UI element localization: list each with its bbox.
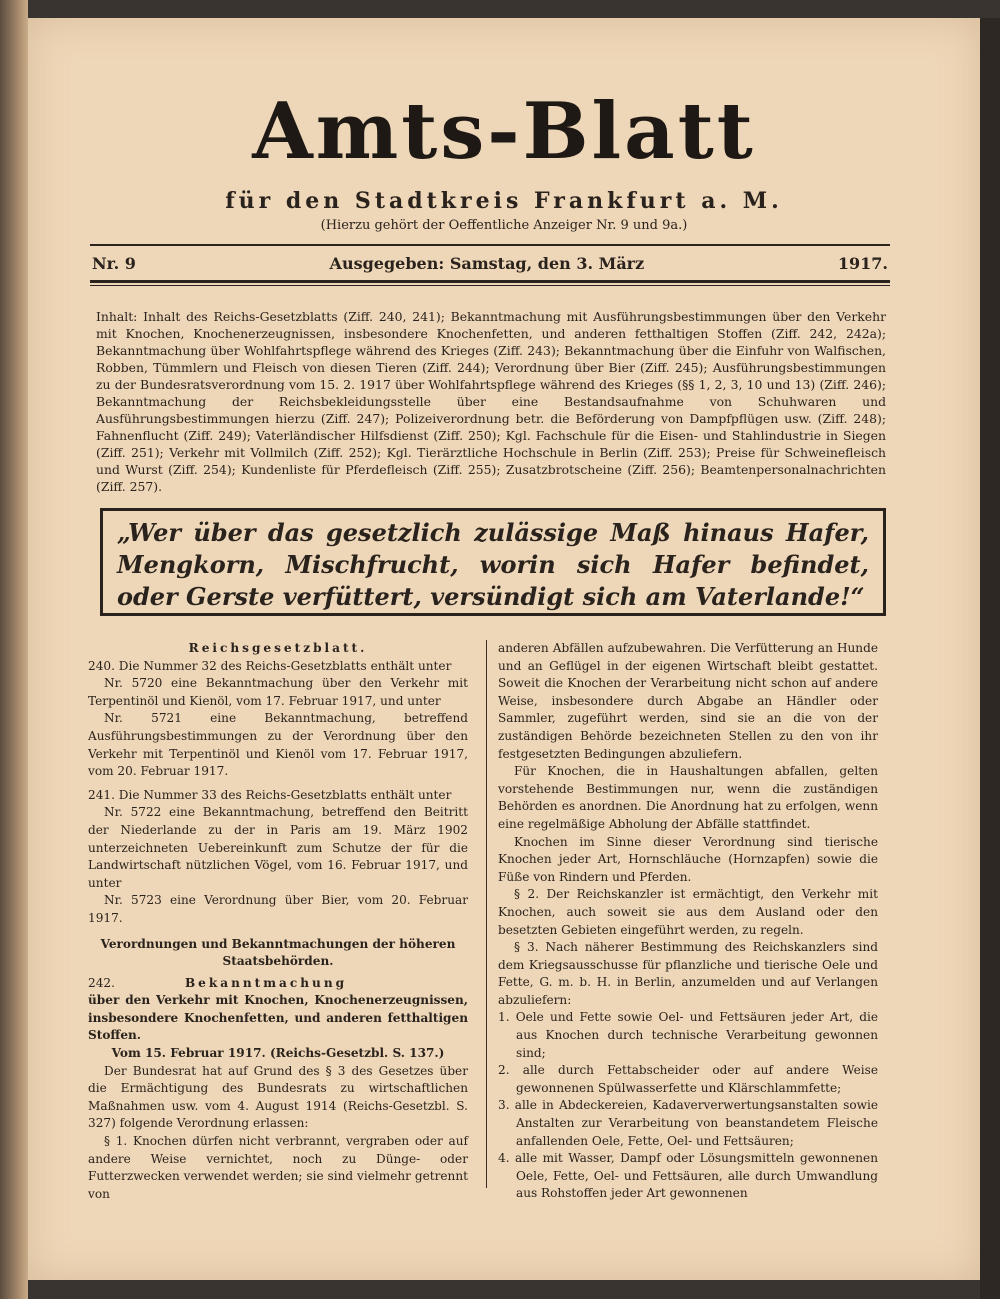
paragraph: über den Verkehr mit Knochen, Knochenerzeugnissen, insbesondere Knochenfetten, und anderen fetthaltigen Stoffen. bbox=[88, 993, 468, 1043]
section-heading-reichsgesetzblatt: Reichsgesetzblatt. bbox=[188, 641, 368, 655]
list-item: 1. Oele und Fette sowie Oel- und Fettsäuren jeder Art, die aus Knochen durch technische Verarbeitung gewonnen sind; bbox=[498, 1010, 878, 1060]
paragraph: § 2. Der Reichskanzler ist ermächtigt, den Verkehr mit Knochen, auch soweit sie aus dem Ausland oder den besetzten Gebieten eingeführt werden, zu regeln. bbox=[498, 887, 878, 937]
issue-year: 1917. bbox=[837, 254, 888, 273]
list-item: 3. alle in Abdeckereien, Kadaververwertungsanstalten sowie Anstalten zur Verarbeitung von beanstandetem Fleische anfallenden Oele, Fette, Oel- und Fettsäuren; bbox=[498, 1098, 878, 1148]
paragraph: Nr. 5722 eine Bekanntmachung, betreffend den Beitritt der Niederlande zu der in Paris am 19. März 1902 unterzeichneten Uebereinkunft zum Schutze der für die Landwirtschaft nützlichen Vögel, vom 16. Februar 1917, und unter bbox=[88, 805, 468, 890]
paragraph-number: 242. bbox=[88, 975, 115, 990]
column-divider bbox=[486, 640, 487, 1188]
page-edge bbox=[980, 18, 1000, 1299]
masthead-title: Amts-Blatt bbox=[252, 86, 756, 177]
paragraph: Nr. 5723 eine Verordnung über Bier, vom 20. Februar 1917. bbox=[88, 893, 468, 925]
issue-line bbox=[92, 254, 888, 273]
issue-rule-thick bbox=[90, 280, 890, 283]
patriotic-notice-text: „Wer über das gesetzlich zulässige Maß hinaus Hafer, Mengkorn, Mischfrucht, worin sich Hafer befindet, oder Gerste verfüttert, versündigt sich am Vaterlande!“ bbox=[117, 518, 869, 611]
paragraph: Für Knochen, die in Haushaltungen abfallen, gelten vorstehende Bestimmungen nur, wenn die zuständigen Behörden es anordnen. Die Anordnung hat zu erfolgen, wenn eine regelmäßige Abholung der Abfälle stattfindet. bbox=[498, 764, 878, 831]
paragraph: Nr. 5720 eine Bekanntmachung über den Verkehr mit Terpentinöl und Kienöl, vom 17. Februar 1917, und unter bbox=[88, 676, 468, 708]
top-rule bbox=[90, 244, 890, 246]
list-item: 4. alle mit Wasser, Dampf oder Lösungsmitteln gewonnenen Oele, Fette, Oel- und Fettsäuren, alle durch Umwandlung aus Rohstoffen jeder Art gewonnenen bbox=[498, 1151, 878, 1201]
paragraph: anderen Abfällen aufzubewahren. Die Verfütterung an Hunde und an Geflügel in der eigenen Wirtschaft bleibt gestattet. Soweit die Knochen der Verarbeitung nicht schon auf andere Weise, insbesondere durch Abgabe an Händler oder Sammler, zugeführt werden, sind sie an die von der zuständigen Behörde bezeichneten Stellen zu den von ihr festgesetzten Bedingungen abzuliefern. bbox=[498, 641, 878, 761]
newspaper-page bbox=[28, 18, 980, 1280]
list-item: 2. alle durch Fettabscheider oder auf andere Weise gewonnenen Spülwasserfette und Klärschlammfette; bbox=[498, 1063, 878, 1095]
table-of-contents: Inhalt: Inhalt des Reichs-Gesetzblatts (Ziff. 240, 241); Bekanntmachung mit Ausführungsbestimmungen über den Verkehr mit Knochen, Knochenerzeugnissen, insbesondere Knochenfetten, und anderen fetthaltigen Stoffen (Ziff. 242, 242a); Bekanntmachung über Wohlfahrtspflege während des Krieges (Ziff. 243); Bekanntmachung über die Einfuhr von Walfischen, Robben, Tümmlern und Fleisch von diesen Tieren (Ziff. 244); Verordnung über Bier (Ziff. 245); Ausführungsbestimmungen zu der Bundesratsverordnung vom 15. 2. 1917 über Wohlfahrtspflege während des Krieges (§§ 1, 2, 3, 10 und 13) (Ziff. 246); Bekanntmachung der Reichsbekleidungsstelle über eine Bestandsaufnahme von Schuhwaren und Ausführungsbestimmungen hierzu (Ziff. 247); Polizeiverordnung betr. die Beförderung von Dampfpflügen usw. (Ziff. 248); Fahnenflucht (Ziff. 249); Vaterländischer Hilfsdienst (Ziff. 250); Kgl. Fachschule für die Eisen- und Stahlindustrie in Siegen (Ziff. 251); Verkehr mit Vollmilch (Ziff. 252); Kgl. Tierärztliche Hochschule in Berlin (Ziff. 253); Preise für Schweinefleisch und Wurst (Ziff. 254); Kundenliste für Pferdefleisch (Ziff. 255); Zusatzbrotscheine (Ziff. 256); Beamtenpersonalnachrichten (Ziff. 257). bbox=[96, 309, 886, 494]
section-heading-bekanntmachung bbox=[88, 975, 468, 993]
issue-number: Nr. 9 bbox=[92, 254, 136, 273]
section-heading-verordnungen: Verordnungen und Bekanntmachungen der höheren Staatsbehörden. bbox=[100, 936, 456, 969]
masthead-note: (Hierzu gehört der Oeffentliche Anzeiger Nr. 9 und 9a.) bbox=[320, 218, 688, 233]
paragraph: § 1. Knochen dürfen nicht verbrannt, vergraben oder auf andere Weise vernichtet, noch zu Dünge- oder Futterzwecken verwendet werden; sie sind vielmehr getrennt von bbox=[88, 1134, 468, 1201]
paragraph: 241. Die Nummer 33 des Reichs-Gesetzblatts enthält unter bbox=[88, 787, 452, 802]
right-column bbox=[498, 640, 878, 1203]
left-column bbox=[88, 640, 468, 1203]
issue-date: Ausgegeben: Samstag, den 3. März bbox=[329, 254, 645, 273]
paragraph: Der Bundesrat hat auf Grund des § 3 des Gesetzes über die Ermächtigung des Bundesrats zu wirtschaftlichen Maßnahmen usw. vom 4. August 1914 (Reichs-Gesetzbl. S. 327) folgende Verordnung erlassen: bbox=[88, 1063, 468, 1131]
paragraph: Nr. 5721 eine Bekanntmachung, betreffend Ausführungsbestimmungen zu der Verordnung über den Verkehr mit Terpentinöl und Kienöl vom 17. Februar 1917, vom 20. Februar 1917. bbox=[88, 711, 468, 779]
issue-rule-thin bbox=[90, 285, 890, 286]
masthead-subtitle: für den Stadtkreis Frankfurt a. M. bbox=[225, 188, 783, 214]
patriotic-notice-box bbox=[100, 508, 886, 616]
paragraph: Knochen im Sinne dieser Verordnung sind tierische Knochen jeder Art, Hornschläuche (Hornzapfen) sowie die Füße von Rindern und Pferden. bbox=[498, 834, 878, 884]
paragraph-title: Bekanntmachung bbox=[184, 975, 348, 990]
paragraph: 240. Die Nummer 32 des Reichs-Gesetzblatts enthält unter bbox=[88, 658, 452, 673]
paragraph: Vom 15. Februar 1917. (Reichs-Gesetzbl. S. 137.) bbox=[111, 1046, 445, 1061]
book-spine bbox=[0, 0, 28, 1299]
paragraph: § 3. Nach näherer Bestimmung des Reichskanzlers sind dem Kriegsausschusse für pflanzliche und tierische Oele und Fette, G. m. b. H. in Berlin, anzumelden und auf Verlangen abzuliefern: bbox=[498, 940, 878, 1007]
